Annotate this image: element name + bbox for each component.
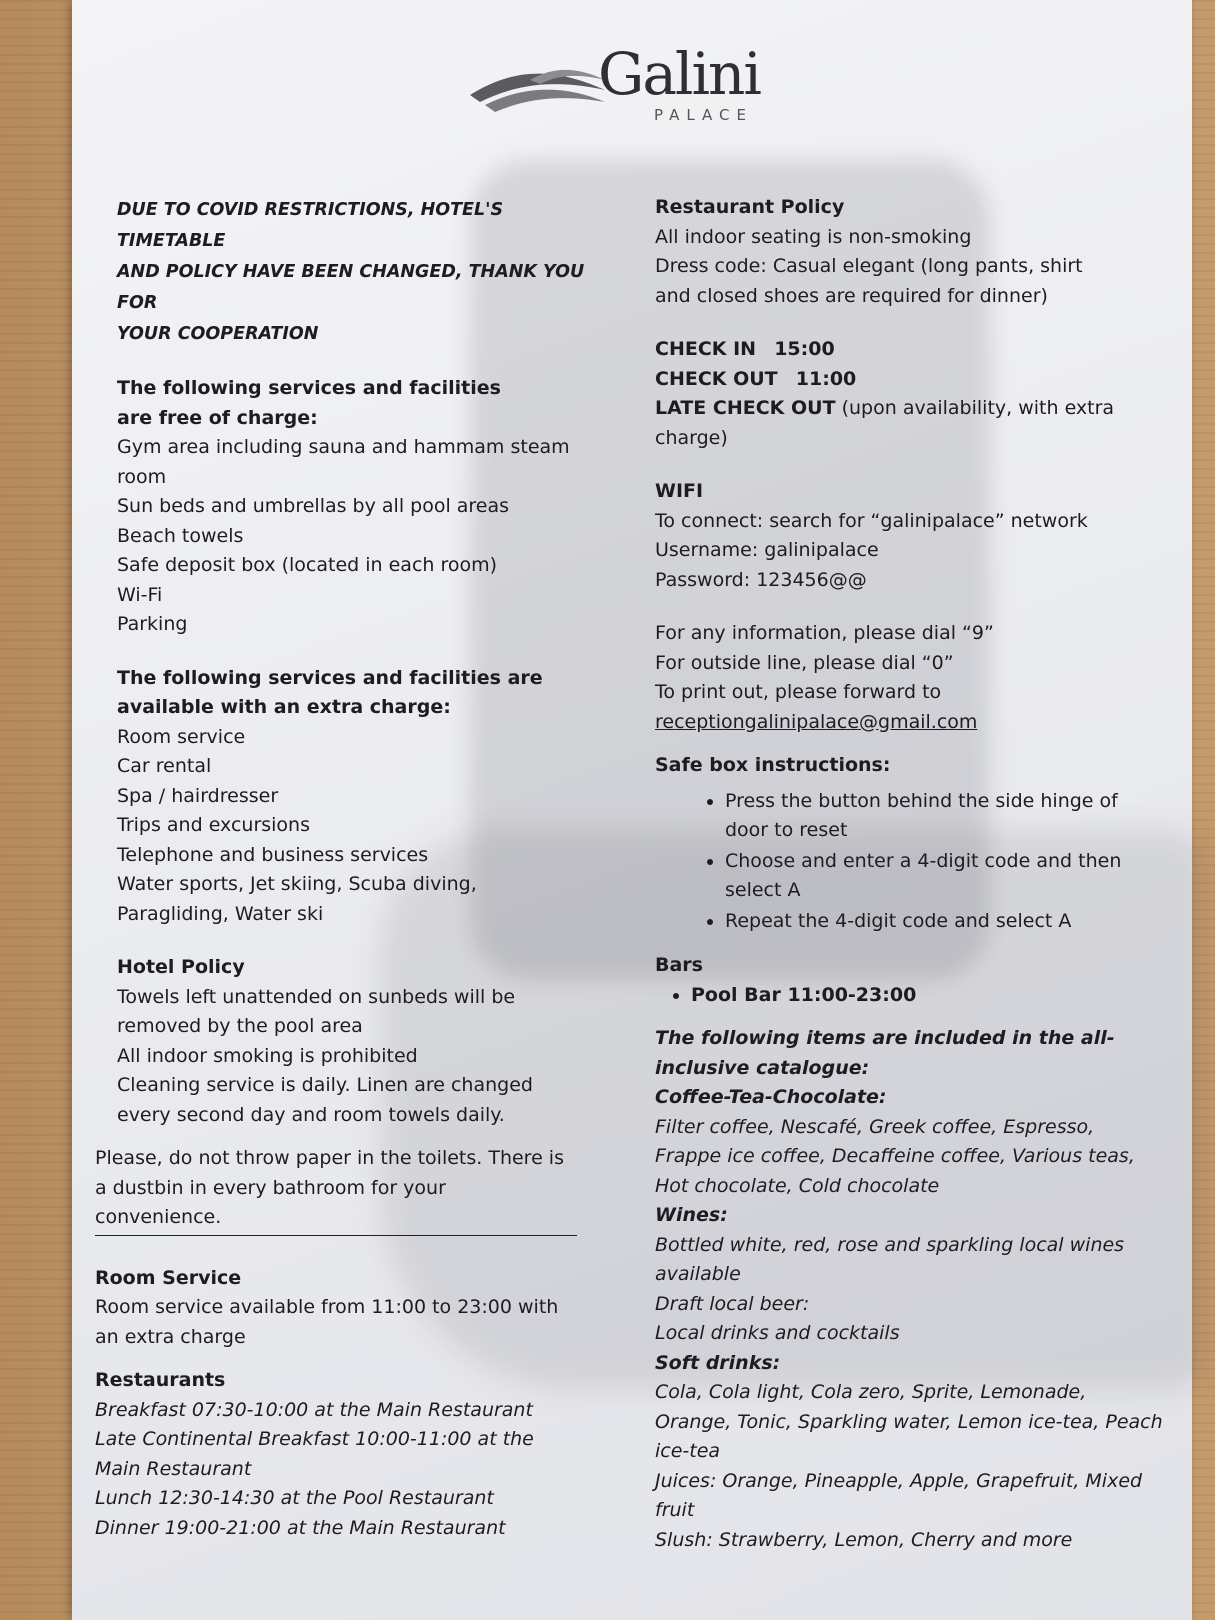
coffee-heading: Coffee-Tea-Chocolate: <box>655 1086 887 1108</box>
list-item: For any information, please dial “9” <box>655 622 994 644</box>
right-column <box>655 193 1165 1555</box>
list-item: Car rental <box>117 755 212 777</box>
check-out-row <box>655 365 1165 395</box>
list-item: Dress code: Casual elegant (long pants, shirt and closed shoes are required for dinner) <box>655 255 1083 307</box>
list-item: For outside line, please dial “0” <box>655 651 954 674</box>
notice-line: AND POLICY HAVE BEEN CHANGED, THANK YOU FOR <box>117 262 585 313</box>
list-item: • Choose and enter a 4-digit code and then select A <box>725 847 1165 906</box>
wines-text: Bottled white, red, rose and sparkling local wines available <box>655 1233 1125 1285</box>
list-item: All indoor seating is non-smoking <box>655 225 972 248</box>
logo-brand: Galini <box>598 40 760 108</box>
safe-box-heading: Safe box instructions: <box>655 754 891 776</box>
restaurants-heading: Restaurants <box>95 1369 226 1391</box>
room-service-heading: Room Service <box>95 1266 242 1289</box>
late-check-out-label: LATE CHECK OUT <box>655 397 836 419</box>
wines-heading: Wines: <box>655 1204 728 1226</box>
list-item: To connect: search for “galinipalace” network <box>655 509 1088 532</box>
check-in-row <box>655 335 1165 365</box>
list-item: Lunch 12:30-14:30 at the Pool Restaurant <box>95 1487 494 1509</box>
check-out-time: 11:00 <box>795 367 857 390</box>
list-item: Safe deposit box (located in each room) <box>117 554 498 576</box>
check-in-time: 15:00 <box>774 338 835 360</box>
beer-text: Draft local beer: <box>655 1292 810 1315</box>
list-item: Wi-Fi <box>117 583 163 606</box>
soft-drinks-heading: Soft drinks: <box>655 1351 781 1374</box>
hotel-policy-list <box>95 983 595 1131</box>
list-item: Spa / hairdresser <box>117 784 279 807</box>
list-item: Late Continental Breakfast 10:00-11:00 at the Main Restaurant <box>95 1428 534 1480</box>
list-item: Breakfast 07:30-10:00 at the Main Restaurant <box>95 1398 533 1421</box>
hotel-policy-heading: Hotel Policy <box>117 956 245 978</box>
bars-heading: Bars <box>655 954 703 976</box>
covid-notice <box>95 195 595 350</box>
list-item: • Pool Bar 11:00-23:00 <box>691 981 1165 1011</box>
hotel-logo <box>470 40 770 130</box>
left-column <box>95 195 595 1543</box>
late-check-out-row <box>655 394 1165 453</box>
list-item: All indoor smoking is prohibited <box>117 1044 418 1067</box>
coffee-text: Filter coffee, Nescafé, Greek coffee, Espresso, Frappe ice coffee, Decaffeine coffee, Various teas, Hot chocolate, Cold chocolate <box>655 1115 1135 1197</box>
toilet-note: Please, do not throw paper in the toilets. There is a dustbin in every bathroom for your convenience. <box>95 1144 577 1236</box>
list-item: Beach towels <box>117 524 244 547</box>
list-item: Sun beds and umbrellas by all pool areas <box>117 495 510 517</box>
check-in-label: CHECK IN <box>655 338 757 360</box>
list-item: Gym area including sauna and hammam steam room <box>117 436 570 488</box>
list-item: To print out, please forward to <box>655 681 942 703</box>
restaurants-list <box>95 1396 595 1544</box>
soft-drinks-text: Cola, Cola light, Cola zero, Sprite, Lemonade, Orange, Tonic, Sparkling water, Lemon ice-tea, Peach ice-tea <box>655 1381 1163 1462</box>
check-out-label: CHECK OUT <box>655 367 778 390</box>
list-item: Trips and excursions <box>117 814 310 836</box>
extra-services-list <box>95 723 595 930</box>
list-item: Dinner 19:00-21:00 at the Main Restaurant <box>95 1516 506 1539</box>
juices-text: Juices: Orange, Pineapple, Apple, Grapefruit, Mixed fruit <box>655 1469 1143 1521</box>
list-item: • Repeat the 4-digit code and select A <box>725 907 1165 937</box>
list-item: Username: galinipalace <box>655 539 879 561</box>
notice-line: YOUR COOPERATION <box>117 324 319 344</box>
list-item: Cleaning service is daily. Linen are changed every second day and room towels daily. <box>117 1074 533 1126</box>
notice-line: DUE TO COVID RESTRICTIONS, HOTEL'S TIMETABLE <box>117 200 504 251</box>
free-services-list <box>95 433 595 640</box>
list-item: Telephone and business services <box>117 843 429 866</box>
list-item: • Press the button behind the side hinge of door to reset <box>725 787 1165 846</box>
list-item: Room service <box>117 725 246 748</box>
list-item: Towels left unattended on sunbeds will be removed by the pool area <box>117 985 516 1037</box>
late-check-out-note: (upon availability, with extra charge) <box>655 397 1115 449</box>
bars-list <box>655 981 1165 1011</box>
restaurant-policy-heading: Restaurant Policy <box>655 196 845 218</box>
free-services-heading: The following services and facilities are free of charge: <box>117 377 501 429</box>
safe-box-list <box>655 787 1165 937</box>
all-inclusive-heading: The following items are included in the all-inclusive catalogue: <box>655 1027 1115 1079</box>
wifi-heading: WIFI <box>655 480 704 502</box>
extra-services-heading: The following services and facilities are available with an extra charge: <box>117 666 543 718</box>
room-service-text: Room service available from 11:00 to 23:00 with an extra charge <box>95 1296 559 1348</box>
slush-text: Slush: Strawberry, Lemon, Cherry and more <box>655 1528 1073 1551</box>
local-drinks-text: Local drinks and cocktails <box>655 1322 900 1344</box>
wave-icon <box>470 40 610 120</box>
list-item: Password: 123456@@ <box>655 568 867 591</box>
logo-subtitle: PALACE <box>654 106 753 124</box>
email-link[interactable]: receptiongalinipalace@gmail.com <box>655 710 978 733</box>
list-item: Water sports, Jet skiing, Scuba diving, Paragliding, Water ski <box>117 873 477 925</box>
list-item: Parking <box>117 613 188 635</box>
